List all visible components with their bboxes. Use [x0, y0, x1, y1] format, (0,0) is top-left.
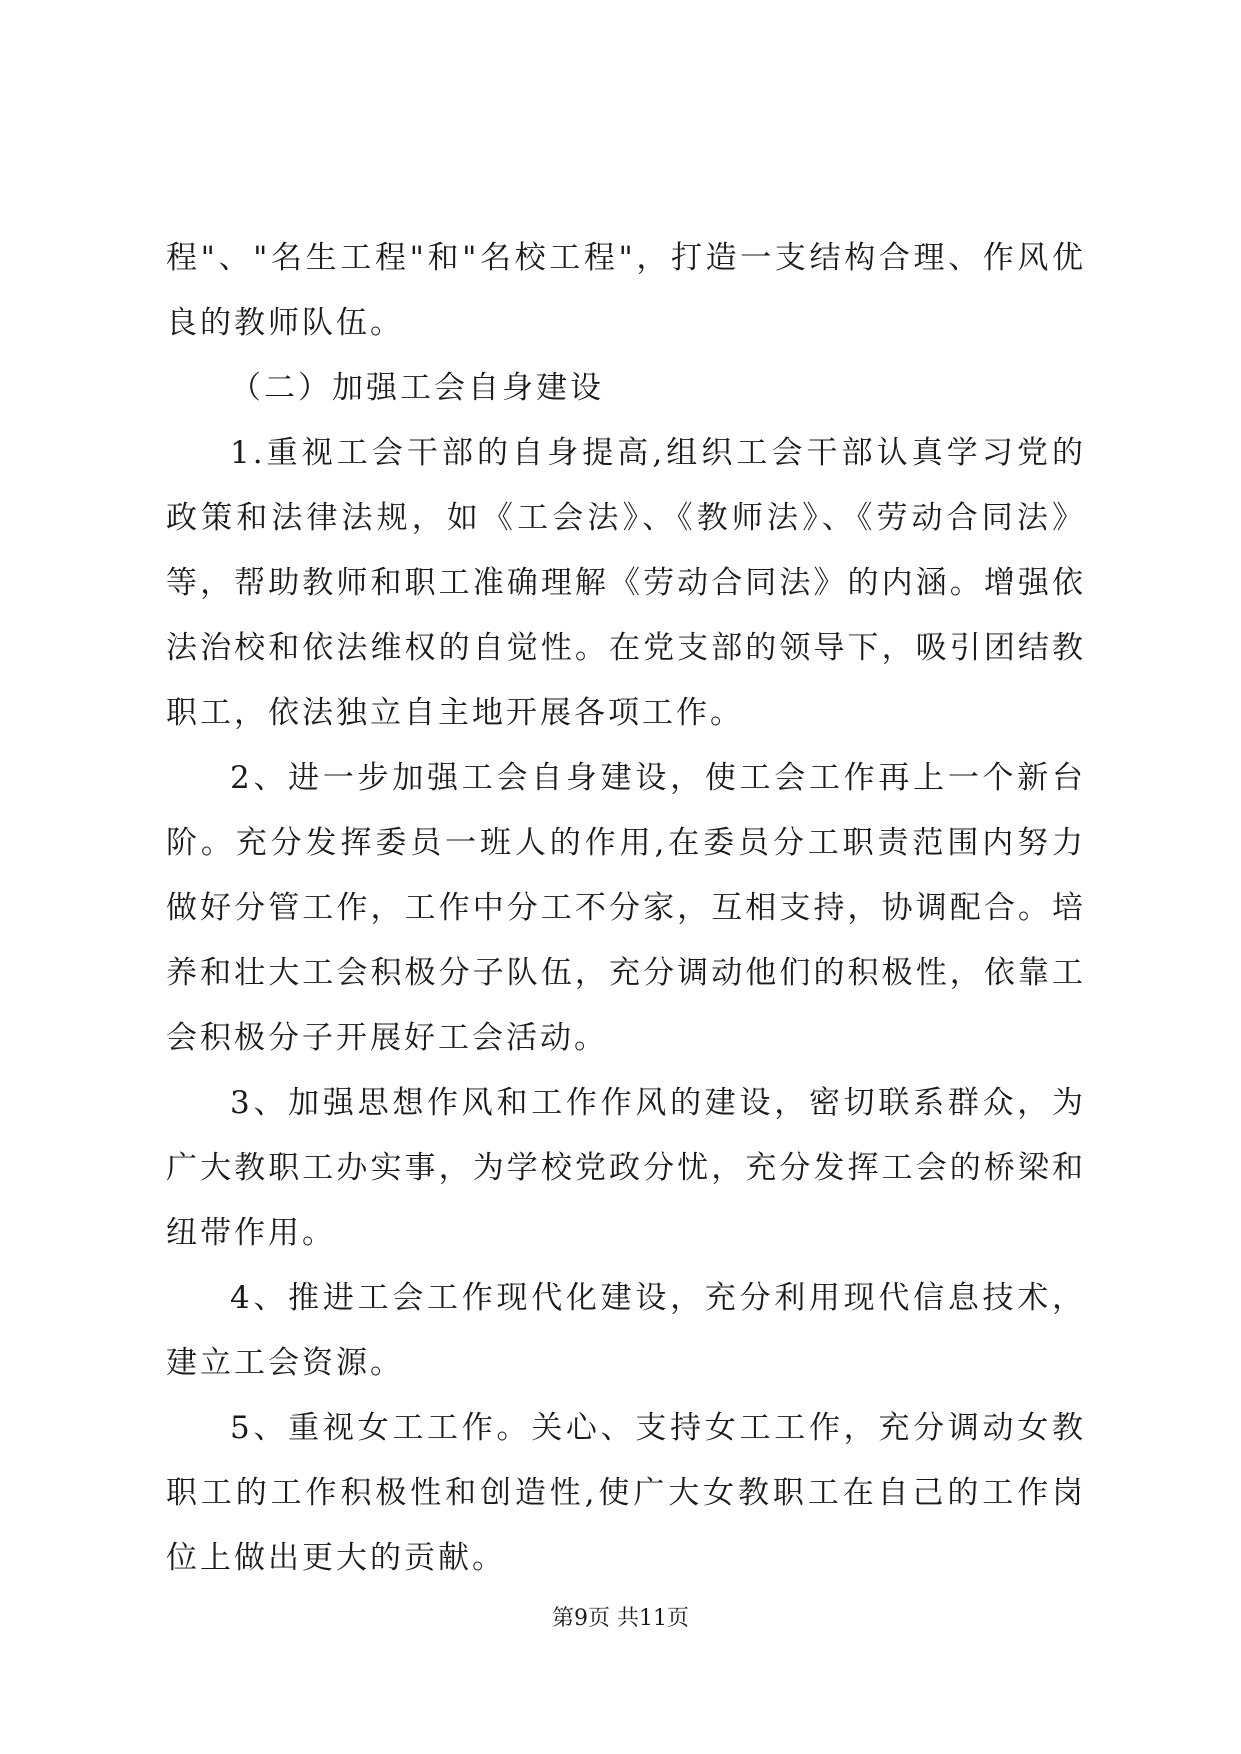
- document-body: [166, 226, 1086, 1591]
- paragraph-item-2: 2、进一步加强工会自身建设，使工会工作再上一个新台阶。充分发挥委员一班人的作用,在委员分工职责范围内努力做好分管工作，工作中分工不分家，互相支持，协调配合。培养和壮大工会积极分子队伍，充分调动他们的积极性，依靠工会积极分子开展好工会活动。: [166, 760, 1086, 1056]
- page-number-footer: 第9页 共11页: [552, 1606, 689, 1631]
- section-heading: （二）加强工会自身建设: [230, 370, 604, 406]
- paragraph-item-5: 5、重视女工工作。关心、支持女工工作，充分调动女教职工的工作积极性和创造性,使广大女教职工在自己的工作岗位上做出更大的贡献。: [166, 1410, 1086, 1576]
- paragraph-item-4: 4、推进工会工作现代化建设，充分利用现代信息技术，建立工会资源。: [166, 1280, 1086, 1381]
- paragraph-continuation: 程"、"名生工程"和"名校工程"，打造一支结构合理、作风优良的教师队伍。: [166, 240, 1086, 341]
- paragraph-item-3: 3、加强思想作风和工作作风的建设，密切联系群众，为广大教职工办实事，为学校党政分忧，充分发挥工会的桥梁和纽带作用。: [166, 1085, 1086, 1251]
- paragraph-item-1: 1.重视工会干部的自身提高,组织工会干部认真学习党的政策和法律法规，如《工会法》、《教师法》、《劳动合同法》等，帮助教师和职工准确理解《劳动合同法》的内涵。增强依法治校和依法维权的自觉性。在党支部的领导下，吸引团结教职工，依法独立自主地开展各项工作。: [166, 435, 1086, 731]
